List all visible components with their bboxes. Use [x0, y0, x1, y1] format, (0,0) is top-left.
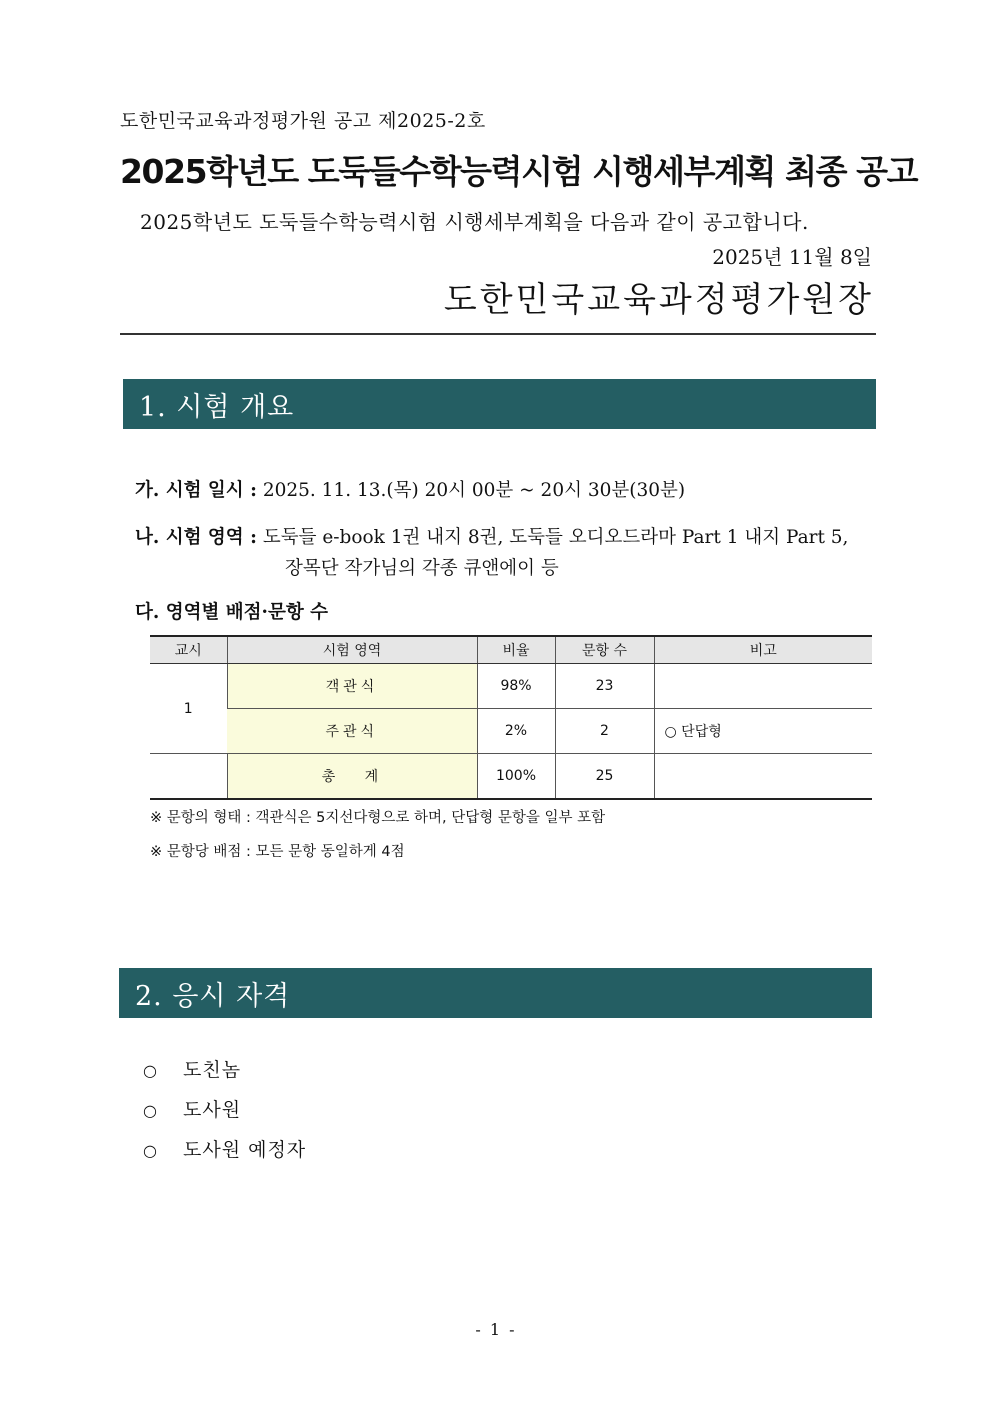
- count-cell: 2: [555, 709, 654, 754]
- table-row: [150, 709, 872, 754]
- column-header-note: 비고: [654, 636, 872, 664]
- column-header-ratio: 비율: [477, 636, 555, 664]
- score-allocation-table: [150, 635, 872, 800]
- document-title: 2025학년도 도둑들수학능력시험 시행세부계획 최종 공고: [120, 152, 918, 191]
- page-number: - 1 -: [475, 1320, 517, 1339]
- exam-date-item: [135, 476, 685, 502]
- table-row: [150, 664, 872, 709]
- count-cell-total: 25: [555, 754, 654, 800]
- period-cell-empty: [150, 754, 227, 800]
- eligibility-item: [143, 1135, 306, 1162]
- note-cell: ○ 단답형: [654, 709, 872, 754]
- exam-scope-label: 나. 시험 영역 :: [135, 527, 257, 548]
- period-cell: 1: [150, 664, 227, 754]
- score-allocation-label: 다. 영역별 배점·문항 수: [135, 602, 329, 623]
- notice-date: 2025년 11월 8일: [712, 245, 872, 269]
- intro-text: 2025학년도 도둑들수학능력시험 시행세부계획을 다음과 같이 공고합니다.: [140, 210, 809, 234]
- bullet-icon: ○: [143, 1101, 158, 1120]
- table-header-row: [150, 636, 872, 664]
- bullet-icon: ○: [143, 1061, 158, 1080]
- footnote-points-per-question: ※ 문항당 배점 : 모든 문항 동일하게 4점: [150, 844, 405, 860]
- eligibility-item: [143, 1095, 241, 1122]
- exam-scope-text: 도둑들 e-book 1권 내지 8권, 도둑들 오디오드라마 Part 1 내지 Part 5,: [262, 527, 849, 548]
- eligibility-text: 도친놈: [183, 1059, 242, 1081]
- bullet-icon: ○: [143, 1141, 158, 1160]
- section-1-heading: 1. 시험 개요: [123, 379, 876, 429]
- eligibility-item: [143, 1055, 241, 1082]
- area-cell-total: 총 계: [227, 754, 477, 800]
- ratio-cell: 98%: [477, 664, 555, 709]
- count-cell: 23: [555, 664, 654, 709]
- note-cell-total: [654, 754, 872, 800]
- footnote-question-format: ※ 문항의 형태 : 객관식은 5지선다형으로 하며, 단답형 문항을 일부 포함: [150, 810, 606, 826]
- header-divider: [120, 333, 876, 335]
- ratio-cell: 2%: [477, 709, 555, 754]
- issuer-name: 도한민국교육과정평가원장: [443, 280, 874, 320]
- table-row-total: [150, 754, 872, 800]
- column-header-count: 문항 수: [555, 636, 654, 664]
- eligibility-text: 도사원 예정자: [183, 1139, 307, 1161]
- exam-date-text: 2025. 11. 13.(목) 20시 00분 ~ 20시 30분(30분): [262, 480, 686, 501]
- column-header-period: 교시: [150, 636, 227, 664]
- ratio-cell-total: 100%: [477, 754, 555, 800]
- exam-scope-item: [135, 523, 848, 549]
- notice-number: 도한민국교육과정평가원 공고 제2025-2호: [120, 110, 486, 132]
- column-header-area: 시험 영역: [227, 636, 477, 664]
- exam-scope-text-continued: 장목단 작가님의 각종 큐앤에이 등: [285, 558, 559, 579]
- area-cell: 객관식: [227, 664, 477, 709]
- note-cell: [654, 664, 872, 709]
- exam-date-label: 가. 시험 일시 :: [135, 480, 257, 501]
- area-cell: 주관식: [227, 709, 477, 754]
- eligibility-text: 도사원: [183, 1099, 242, 1121]
- section-2-heading: 2. 응시 자격: [119, 968, 872, 1018]
